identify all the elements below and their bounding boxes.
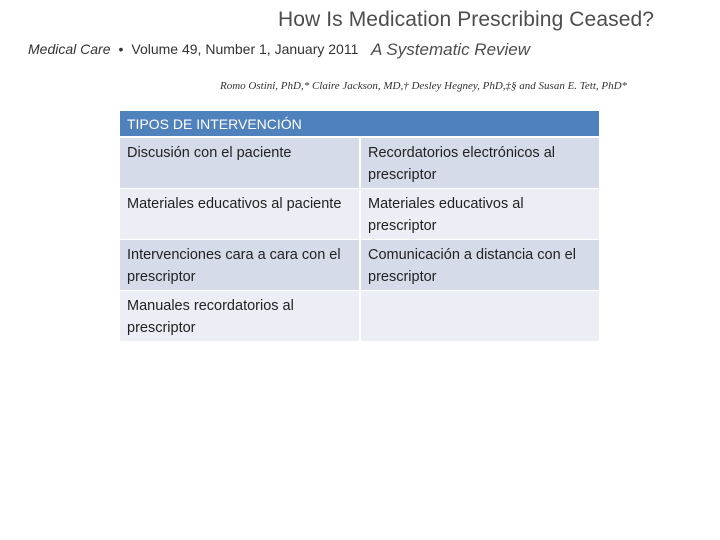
table-cell: Materiales educativos al prescriptor <box>361 189 599 239</box>
article-subtitle: A Systematic Review <box>371 40 531 59</box>
table-cell: Manuales recordatorios al prescriptor <box>120 291 359 341</box>
table-cell: Recordatorios electrónicos al prescriptor <box>361 138 599 188</box>
table-cell: Materiales educativos al paciente <box>120 189 359 239</box>
table-cell <box>361 291 599 341</box>
table-row <box>120 189 600 239</box>
table-row <box>120 138 600 188</box>
author-list: Romo Ostini, PhD,* Claire Jackson, MD,† Desley Hegney, PhD,‡§ and Susan E. Tett, PhD* <box>220 80 628 92</box>
table-cell: Discusión con el paciente <box>120 138 359 188</box>
intervention-table <box>120 111 600 341</box>
table-cell: Intervenciones cara a cara con el prescriptor <box>120 240 359 290</box>
table-header: TIPOS DE INTERVENCIÓN <box>120 111 599 137</box>
journal-issue: Volume 49, Number 1, January 2011 <box>131 41 359 57</box>
journal-name: Medical Care <box>28 41 111 57</box>
citation-bullet: • <box>118 41 124 57</box>
table-row <box>120 291 600 341</box>
table-row <box>120 240 600 290</box>
table-cell: Comunicación a distancia con el prescriptor <box>361 240 599 290</box>
journal-citation <box>28 41 358 57</box>
article-title: How Is Medication Prescribing Ceased? <box>278 8 655 31</box>
